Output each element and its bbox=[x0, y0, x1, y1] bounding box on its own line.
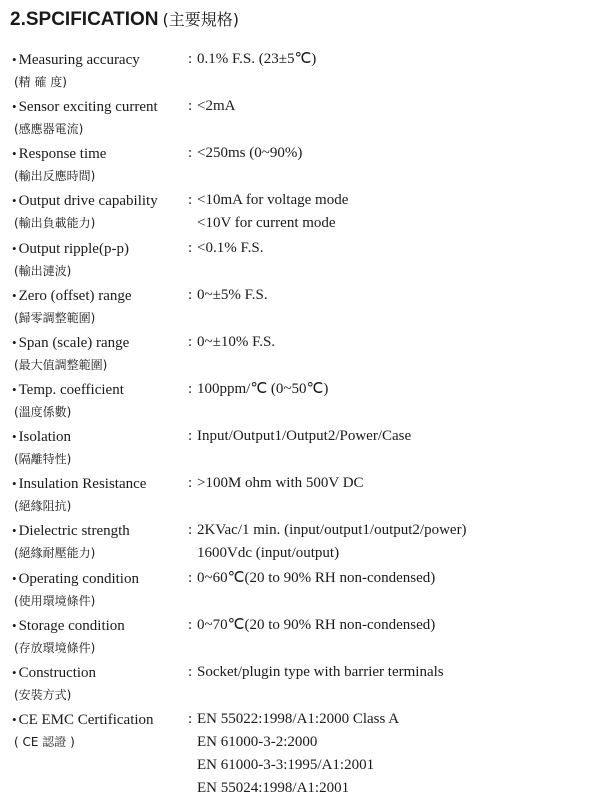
spec-label bbox=[12, 614, 190, 659]
spec-label-text: Temp. coefficient bbox=[18, 382, 124, 398]
spec-value-line bbox=[188, 754, 597, 777]
spec-label-cn: (感應器電流) bbox=[14, 122, 84, 136]
spec-colon: : bbox=[188, 711, 193, 727]
spec-row bbox=[12, 95, 597, 140]
spec-values bbox=[188, 331, 597, 376]
spec-value-line bbox=[188, 212, 597, 235]
spec-value: <2mA bbox=[197, 98, 236, 114]
spec-row bbox=[12, 331, 597, 376]
spec-row bbox=[12, 614, 597, 659]
spec-label-en bbox=[12, 95, 190, 118]
spec-value: EN 55022:1998/A1:2000 Class A bbox=[197, 711, 400, 727]
spec-value: EN 61000-3-2:2000 bbox=[197, 734, 318, 750]
spec-label bbox=[12, 519, 190, 564]
spec-label-en bbox=[12, 614, 190, 637]
spec-value: 100ppm/℃ (0~50℃) bbox=[197, 381, 329, 397]
spec-value: EN 61000-3-3:1995/A1:2001 bbox=[197, 757, 375, 773]
spec-row bbox=[12, 378, 597, 423]
spec-label-text: Storage condition bbox=[18, 618, 125, 634]
bullet-icon: • bbox=[12, 52, 17, 67]
spec-label-cn: (最大值調整範圍) bbox=[14, 358, 108, 372]
spec-value-line bbox=[188, 542, 597, 565]
spec-label-cn: (存放環境條件) bbox=[14, 641, 96, 655]
spec-label-en bbox=[12, 661, 190, 684]
spec-values bbox=[188, 567, 597, 612]
spec-values bbox=[188, 378, 597, 423]
spec-label-text: Output ripple(p-p) bbox=[18, 241, 129, 257]
spec-value-line bbox=[188, 189, 597, 212]
spec-value: 1600Vdc (input/output) bbox=[197, 545, 340, 561]
spec-label-en bbox=[12, 142, 190, 165]
bullet-icon: • bbox=[12, 476, 17, 491]
spec-label bbox=[12, 284, 190, 329]
spec-value: <0.1% F.S. bbox=[197, 240, 264, 256]
section-title-text: 2.SPCIFICATION bbox=[10, 9, 159, 30]
spec-row bbox=[12, 661, 597, 706]
spec-label bbox=[12, 142, 190, 187]
spec-label-text: CE EMC Certification bbox=[18, 712, 154, 728]
spec-value: Input/Output1/Output2/Power/Case bbox=[197, 428, 412, 444]
spec-colon: : bbox=[188, 240, 193, 256]
spec-colon: : bbox=[188, 428, 193, 444]
spec-label-en bbox=[12, 425, 190, 448]
spec-colon: : bbox=[188, 145, 193, 161]
spec-label bbox=[12, 567, 190, 612]
spec-label-text: Construction bbox=[18, 665, 97, 681]
spec-label-cn: (安裝方式) bbox=[14, 688, 72, 702]
spec-label bbox=[12, 472, 190, 517]
spec-colon: : bbox=[188, 381, 193, 397]
spec-values bbox=[188, 189, 597, 235]
spec-value-line bbox=[188, 661, 597, 684]
spec-label-cn: (絕緣耐壓能力) bbox=[14, 546, 96, 560]
bullet-icon: • bbox=[12, 523, 17, 538]
spec-value-line bbox=[188, 378, 597, 401]
spec-colon: : bbox=[188, 617, 193, 633]
spec-label-text: Span (scale) range bbox=[18, 335, 130, 351]
spec-value-line bbox=[188, 567, 597, 590]
spec-label-en bbox=[12, 472, 190, 495]
spec-values bbox=[188, 661, 597, 706]
spec-value: <10mA for voltage mode bbox=[197, 192, 349, 208]
spec-row bbox=[12, 48, 597, 93]
spec-label-text: Isolation bbox=[18, 429, 72, 445]
bullet-icon: • bbox=[12, 99, 17, 114]
spec-values bbox=[188, 48, 597, 93]
spec-colon: : bbox=[188, 664, 193, 680]
bullet-icon: • bbox=[12, 288, 17, 303]
spec-value: 0~±10% F.S. bbox=[197, 334, 276, 350]
spec-label bbox=[12, 378, 190, 423]
spec-label-text: Measuring accuracy bbox=[18, 52, 140, 68]
spec-label-text: Sensor exciting current bbox=[18, 99, 158, 115]
spec-value: 0~70℃(20 to 90% RH non-condensed) bbox=[197, 617, 436, 633]
spec-value-line bbox=[188, 708, 597, 731]
spec-label-cn: (輸出負載能力) bbox=[14, 216, 96, 230]
spec-value: 0~60℃(20 to 90% RH non-condensed) bbox=[197, 570, 436, 586]
spec-value: 2KVac/1 min. (input/output1/output2/power) bbox=[197, 522, 467, 538]
spec-label-en bbox=[12, 519, 190, 542]
spec-label-cn: (溫度係數) bbox=[14, 405, 72, 419]
spec-values bbox=[188, 284, 597, 329]
spec-colon: : bbox=[188, 570, 193, 586]
spec-label-cn: (隔離特性) bbox=[14, 452, 72, 466]
spec-value-line bbox=[188, 731, 597, 754]
spec-label bbox=[12, 708, 190, 753]
spec-values bbox=[188, 142, 597, 187]
spec-label-text: Response time bbox=[18, 146, 107, 162]
spec-values bbox=[188, 95, 597, 140]
spec-value-line bbox=[188, 777, 597, 800]
spec-row bbox=[12, 519, 597, 565]
spec-label-en bbox=[12, 48, 190, 71]
spec-label-text: Insulation Resistance bbox=[18, 476, 147, 492]
spec-colon: : bbox=[188, 334, 193, 350]
spec-label-cn: (絕緣阻抗) bbox=[14, 499, 72, 513]
bullet-icon: • bbox=[12, 429, 17, 444]
spec-value-line bbox=[188, 284, 597, 307]
spec-label-cn: (輸出反應時間) bbox=[14, 169, 96, 183]
spec-row bbox=[12, 708, 597, 800]
bullet-icon: • bbox=[12, 571, 17, 586]
spec-colon: : bbox=[188, 51, 193, 67]
spec-value-line bbox=[188, 237, 597, 260]
spec-value: <10V for current mode bbox=[197, 215, 336, 231]
spec-row bbox=[12, 425, 597, 470]
spec-label-en bbox=[12, 567, 190, 590]
spec-value: <250ms (0~90%) bbox=[197, 145, 303, 161]
spec-label-cn: (歸零調整範圍) bbox=[14, 311, 96, 325]
spec-colon: : bbox=[188, 98, 193, 114]
spec-label bbox=[12, 425, 190, 470]
spec-value-line bbox=[188, 142, 597, 165]
section-title-cn: (主要規格) bbox=[162, 10, 239, 29]
spec-label-text: Output drive capability bbox=[18, 193, 158, 209]
spec-row bbox=[12, 142, 597, 187]
spec-label-text: Dielectric strength bbox=[18, 523, 130, 539]
spec-label bbox=[12, 189, 190, 234]
spec-values bbox=[188, 614, 597, 659]
spec-row bbox=[12, 237, 597, 282]
spec-label-cn: ( CE 認證 ) bbox=[14, 735, 75, 749]
spec-label-en bbox=[12, 284, 190, 307]
spec-label-cn: (輸出漣波) bbox=[14, 264, 72, 278]
spec-row bbox=[12, 567, 597, 612]
spec-value: 0.1% F.S. (23±5℃) bbox=[197, 51, 317, 67]
spec-label-en bbox=[12, 237, 190, 260]
spec-label bbox=[12, 95, 190, 140]
spec-label-text: Operating condition bbox=[18, 571, 139, 587]
spec-label bbox=[12, 237, 190, 282]
bullet-icon: • bbox=[12, 335, 17, 350]
spec-label-cn: (精 確 度) bbox=[14, 75, 67, 89]
spec-value-line bbox=[188, 472, 597, 495]
spec-value: 0~±5% F.S. bbox=[197, 287, 268, 303]
bullet-icon: • bbox=[12, 665, 17, 680]
spec-label-en bbox=[12, 331, 190, 354]
spec-label-en bbox=[12, 189, 190, 212]
bullet-icon: • bbox=[12, 712, 17, 727]
spec-label bbox=[12, 48, 190, 93]
bullet-icon: • bbox=[12, 241, 17, 256]
spec-colon: : bbox=[188, 192, 193, 208]
spec-value-line bbox=[188, 331, 597, 354]
spec-label-en bbox=[12, 378, 190, 401]
spec-label-en bbox=[12, 708, 190, 731]
spec-value: Socket/plugin type with barrier terminals bbox=[197, 664, 444, 680]
spec-row bbox=[12, 472, 597, 517]
spec-value-line bbox=[188, 48, 597, 71]
spec-values bbox=[188, 519, 597, 565]
spec-label bbox=[12, 331, 190, 376]
spec-value-line bbox=[188, 95, 597, 118]
spec-list bbox=[12, 48, 597, 802]
spec-colon: : bbox=[188, 522, 193, 538]
spec-colon: : bbox=[188, 287, 193, 303]
spec-values bbox=[188, 425, 597, 470]
bullet-icon: • bbox=[12, 618, 17, 633]
bullet-icon: • bbox=[12, 193, 17, 208]
spec-value-line bbox=[188, 614, 597, 637]
spec-value: EN 55024:1998/A1:2001 bbox=[197, 780, 350, 796]
spec-value: >100M ohm with 500V DC bbox=[197, 475, 364, 491]
spec-value-line bbox=[188, 519, 597, 542]
section-title bbox=[10, 6, 239, 34]
spec-values bbox=[188, 472, 597, 517]
bullet-icon: • bbox=[12, 146, 17, 161]
spec-label-cn: (使用環境條件) bbox=[14, 594, 96, 608]
spec-colon: : bbox=[188, 475, 193, 491]
spec-row bbox=[12, 189, 597, 235]
spec-value-line bbox=[188, 425, 597, 448]
bullet-icon: • bbox=[12, 382, 17, 397]
spec-label bbox=[12, 661, 190, 706]
spec-values bbox=[188, 708, 597, 800]
spec-label-text: Zero (offset) range bbox=[18, 288, 132, 304]
spec-row bbox=[12, 284, 597, 329]
spec-values bbox=[188, 237, 597, 282]
